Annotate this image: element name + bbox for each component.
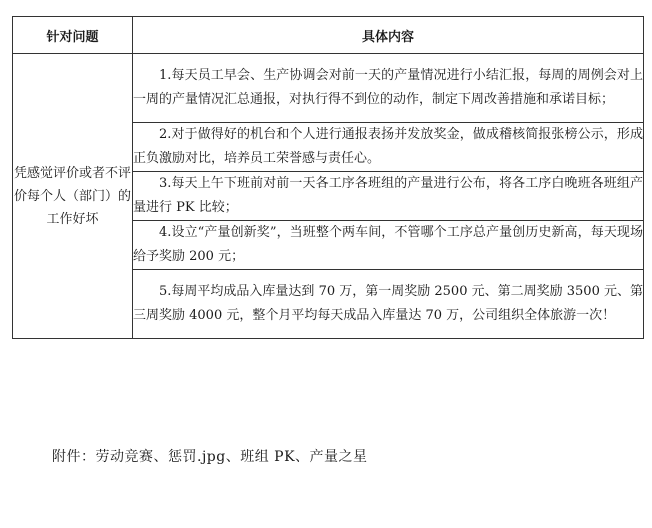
content-item-4: 4.设立“产量创新奖”，当班整个两车间，不管哪个工序总产量创历史新高，每天现场给予奖励 200 元； — [133, 221, 644, 270]
measures-table — [12, 16, 644, 339]
content-item-2: 2.对于做得好的机台和个人进行通报表扬并发放奖金，做成稽核简报张榜公示，形成正负激励对比，培养员工荣誉感与责任心。 — [133, 123, 644, 172]
content-item-5: 5.每周平均成品入库量达到 70 万，第一周奖励 2500 元、第二周奖励 3500 元、第三周奖励 4000 元，整个月平均每天成品入库量达 70 万，公司组织全体旅游一次！ — [133, 270, 644, 339]
attachment-line: 附件：劳动竞赛、惩罚.jpg、班组 PK、产量之星 — [52, 449, 368, 465]
table-row — [13, 54, 644, 123]
header-issue: 针对问题 — [13, 17, 133, 54]
content-item-3: 3.每天上午下班前对前一天各工序各班组的产量进行公布，将各工序白晚班各班组产量进行 PK 比较； — [133, 172, 644, 221]
header-content: 具体内容 — [133, 17, 644, 54]
content-item-1: 1.每天员工早会、生产协调会对前一天的产量情况进行小结汇报，每周的周例会对上一周的产量情况汇总通报，对执行得不到位的动作，制定下周改善措施和承诺目标； — [133, 54, 644, 123]
table-header-row — [13, 17, 644, 54]
issue-cell: 凭感觉评价或者不评价每个人（部门）的工作好坏 — [13, 54, 133, 339]
